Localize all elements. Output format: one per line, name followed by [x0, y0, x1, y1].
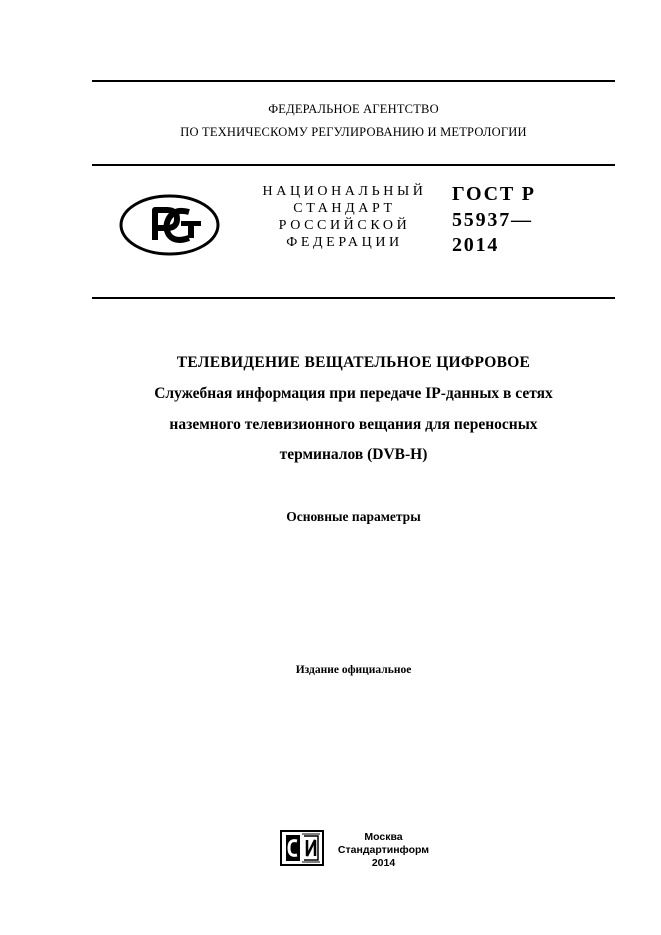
gost-line: 2014 — [452, 234, 500, 256]
document-title: ТЕЛЕВИДЕНИЕ ВЕЩАТЕЛЬНОЕ ЦИФРОВОЕ — [176, 354, 531, 371]
publisher-name: Стандартинформ — [337, 844, 430, 856]
pst-certification-emblem-icon — [119, 194, 220, 256]
national-standard-label — [248, 183, 441, 251]
national-line: РОССИЙСКОЙ — [278, 218, 411, 233]
national-line: ФЕДЕРАЦИИ — [286, 235, 403, 250]
gost-line: 55937— — [452, 208, 533, 231]
header-rule — [92, 164, 615, 166]
national-line: СТАНДАРТ — [293, 201, 396, 216]
publisher-block — [331, 831, 436, 870]
subtitle-line-1: Служебная информация при передаче IP-данных в сетях — [154, 385, 553, 402]
edition-label: Издание официальное — [295, 664, 412, 676]
national-line: НАЦИОНАЛЬНЫЙ — [262, 184, 427, 199]
gost-line: ГОСТ Р — [452, 183, 536, 205]
agency-line-1: ФЕДЕРАЛЬНОЕ АГЕНТСТВО — [268, 102, 439, 116]
gost-designation — [452, 182, 536, 259]
subtitle-line-2: наземного телевизионного вещания для переносных — [169, 416, 538, 433]
publisher-city: Москва — [364, 831, 403, 843]
agency-line-2: ПО ТЕХНИЧЕСКОМУ РЕГУЛИРОВАНИЮ И МЕТРОЛОГИИ — [180, 125, 527, 139]
section-heading: Основные параметры — [286, 509, 421, 524]
standartinform-logo-icon — [280, 830, 324, 866]
subtitle-line-3: терминалов (DVB-H) — [279, 446, 428, 463]
top-rule — [92, 80, 615, 82]
section-rule — [92, 297, 615, 299]
publisher-year: 2014 — [371, 857, 396, 869]
